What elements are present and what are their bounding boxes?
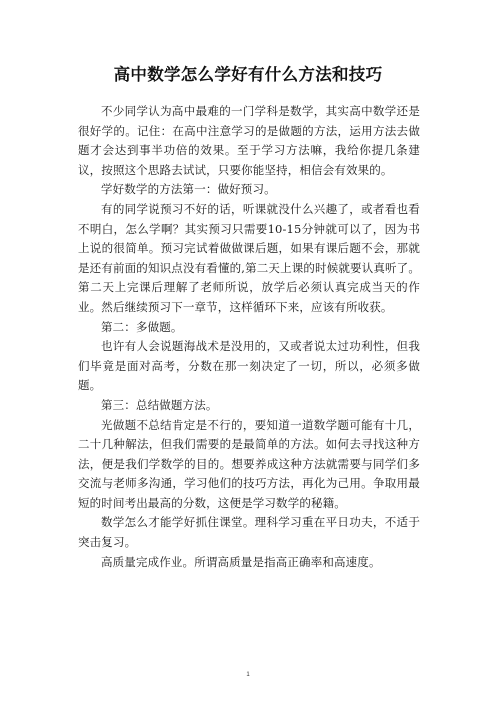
paragraph-classroom: 数学怎么才能学好抓住课堂。理科学习重在平日功夫，不适于突击复习。 <box>78 515 420 550</box>
paragraph-method-3-heading: 第三：总结做题方法。 <box>101 397 218 412</box>
paragraph-method-2-detail: 也许有人会说题海战术是没用的，又或者说太过功利性，但我们毕竟是面对高考，分数在那一刻决定了一切，所以，必须多做题。 <box>78 339 420 393</box>
document-title: 高中数学怎么学好有什么方法和技巧 <box>113 65 383 84</box>
paragraph-method-3-detail: 光做题不总结肯定是不行的，要知道一道数学题可能有十几，二十几种解法，但我们需要的是最简单的方法。如何去寻找这种方法，便是我们学数学的目的。想要养成这种方法就需要与同学们多交流与老师多沟通，学习他们的技巧方法，再化为己用。争取用最短的时间考出最高的分数，这便是学习数学的秘籍。 <box>78 417 420 510</box>
document-body <box>78 102 420 572</box>
page-number: 1 <box>246 672 250 678</box>
paragraph-method-1-detail: 有的同学说预习不好的话，听课就没什么兴趣了，或者看也看不明白，怎么学啊？其实预习只需要10-15分钟就可以了，因为书上说的很简单。预习完试着做做课后题，如果有课后题不会，那就是还有前面的知识点没有看懂的,第二天上课的时候就要认真听了。第二天上完课后理解了老师所说，放学后必须认真完成当天的作业。然后继续预习下一章节，这样循环下来，应该有所收获。 <box>78 201 420 314</box>
paragraph-intro: 不少同学认为高中最难的一门学科是数学，其实高中数学还是很好学的。记住：在高中注意学习的是做题的方法，运用方法去做题才会达到事半功倍的效果。至于学习方法嘛，我给你提几条建议，按照这个思路去试试，只要你能坚持，相信会有效果的。 <box>78 104 420 177</box>
paragraph-homework: 高质量完成作业。所谓高质量是指高正确率和高速度。 <box>101 554 381 569</box>
paragraph-method-2-heading: 第二：多做题。 <box>101 319 183 334</box>
paragraph-method-1-heading: 学好数学的方法第一：做好预习。 <box>101 182 276 197</box>
